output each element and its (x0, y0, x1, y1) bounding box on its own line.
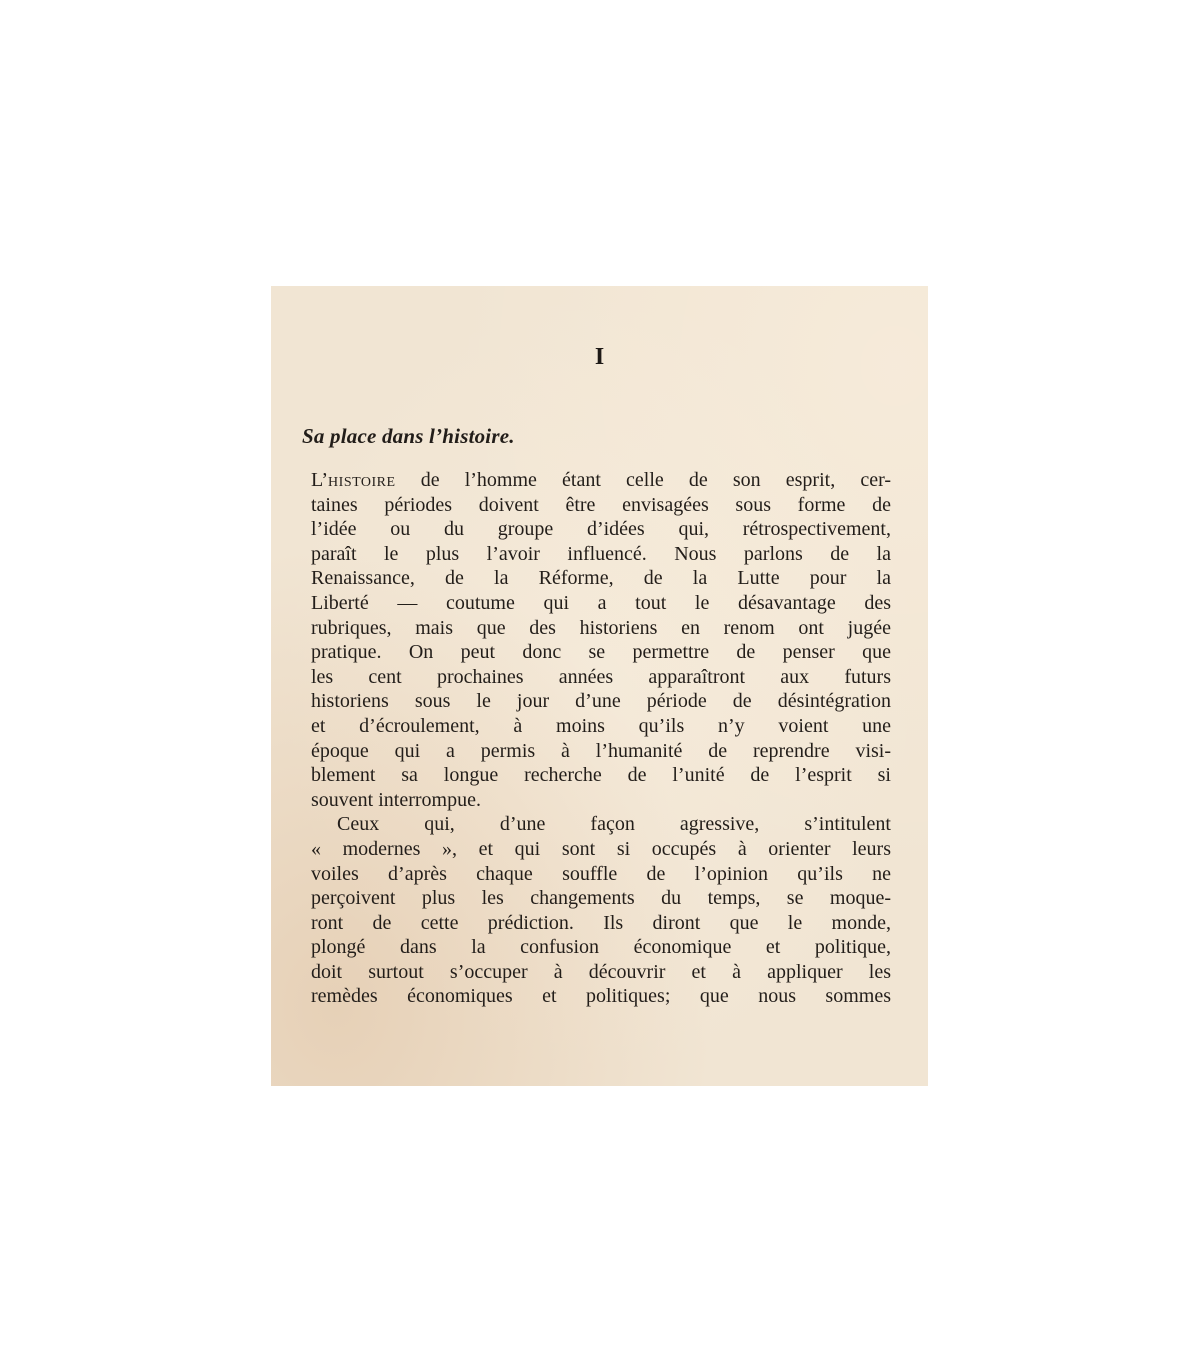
text-line: rubriques, mais que des historiens en renom ont jugée (311, 616, 891, 639)
text-line: les cent prochaines années apparaîtront aux futurs (311, 665, 891, 688)
text-line: taines périodes doivent être envisagées sous forme de (311, 493, 891, 516)
lead-word: histoire (328, 469, 396, 491)
text-line: Renaissance, de la Réforme, de la Lutte pour la (311, 567, 891, 590)
text-line: historiens sous le jour d’une période de désintégration (311, 690, 891, 713)
text-line: perçoivent plus les changements du temps, se moque- (311, 887, 891, 910)
text-line: plongé dans la confusion économique et politique, (311, 936, 891, 959)
text-line: souvent interrompue. (311, 788, 481, 811)
section-title: Sa place dans l’histoire. (302, 424, 515, 448)
text-line: doit surtout s’occuper à découvrir et à appliquer les (311, 960, 891, 983)
text-line: l’idée ou du groupe d’idées qui, rétrospectivement, (311, 518, 891, 541)
text-line: et d’écroulement, à moins qu’ils n’y voient une (311, 714, 891, 737)
book-page (271, 286, 928, 1086)
text-line: paraît le plus l’avoir influencé. Nous parlons de la (311, 542, 891, 565)
text-line: voiles d’après chaque souffle de l’opinion qu’ils ne (311, 862, 891, 885)
text-line (311, 468, 891, 493)
text-line: pratique. On peut donc se permettre de penser que (311, 641, 891, 664)
text-line: Liberté — coutume qui a tout le désavantage des (311, 591, 891, 614)
text-line: ront de cette prédiction. Ils diront que le monde, (311, 911, 891, 934)
text-line-content: de l’homme étant celle de son esprit, cer- (395, 469, 891, 491)
chapter-number: I (594, 344, 605, 370)
text-line: Ceux qui, d’une façon agressive, s’intitulent (337, 813, 891, 836)
text-line: « modernes », et qui sont si occupés à orienter leurs (311, 837, 891, 860)
text-line: blement sa longue recherche de l’unité de l’esprit si (311, 764, 891, 787)
text-line: époque qui a permis à l’humanité de reprendre visi- (311, 739, 891, 762)
body-text (311, 468, 891, 1009)
lead-word-prefix: L’ (311, 469, 329, 491)
text-line: remèdes économiques et politiques; que nous sommes (311, 985, 891, 1008)
